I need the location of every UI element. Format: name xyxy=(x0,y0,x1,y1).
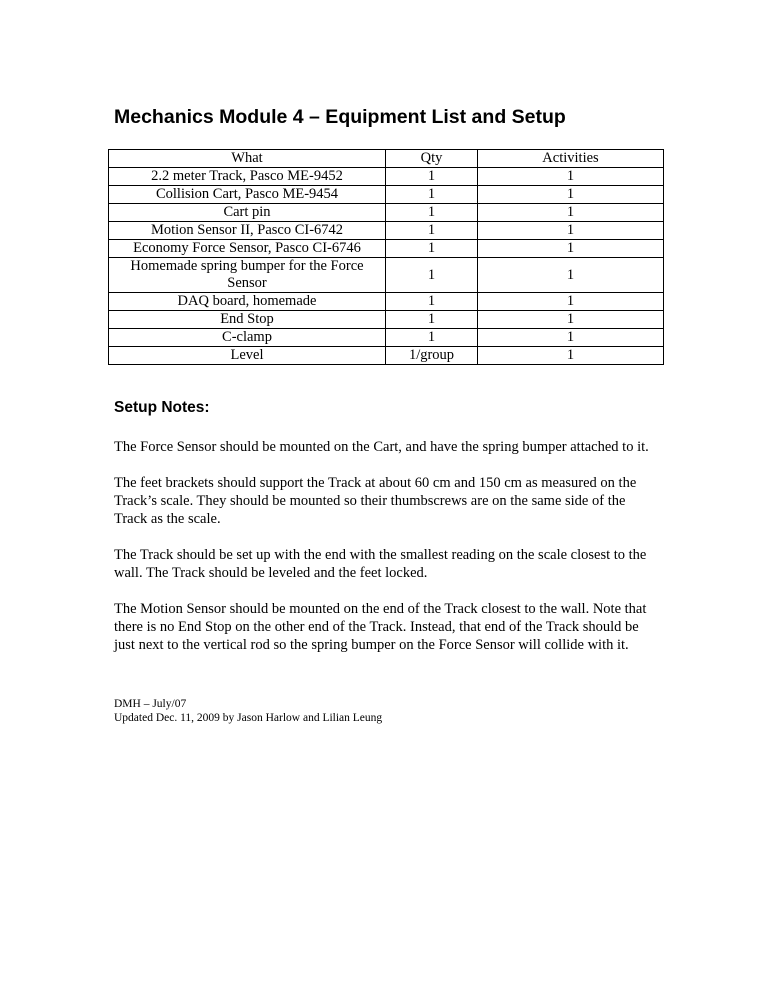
table-row xyxy=(109,311,664,329)
table-row xyxy=(109,222,664,240)
cell-qty: 1 xyxy=(386,204,478,222)
cell-what: Level xyxy=(109,347,386,365)
table-row xyxy=(109,347,664,365)
column-header-activities: Activities xyxy=(478,150,664,168)
cell-activities: 1 xyxy=(478,222,664,240)
table-row xyxy=(109,204,664,222)
table-row xyxy=(109,329,664,347)
cell-qty: 1 xyxy=(386,222,478,240)
cell-what: Homemade spring bumper for the Force Sensor xyxy=(109,258,386,293)
cell-what: DAQ board, homemade xyxy=(109,293,386,311)
cell-qty: 1 xyxy=(386,293,478,311)
table-header-row xyxy=(109,150,664,168)
cell-activities: 1 xyxy=(478,347,664,365)
cell-what: 2.2 meter Track, Pasco ME-9452 xyxy=(109,168,386,186)
cell-activities: 1 xyxy=(478,240,664,258)
table-row xyxy=(109,293,664,311)
cell-what: Cart pin xyxy=(109,204,386,222)
cell-qty: 1 xyxy=(386,329,478,347)
cell-what: C-clamp xyxy=(109,329,386,347)
cell-what: Collision Cart, Pasco ME-9454 xyxy=(109,186,386,204)
cell-activities: 1 xyxy=(478,204,664,222)
cell-qty: 1 xyxy=(386,311,478,329)
table-row xyxy=(109,258,664,293)
setup-note-paragraph: The Track should be set up with the end with the smallest reading on the scale closest to the wall. The Track should be leveled and the feet locked. xyxy=(114,547,647,581)
cell-activities: 1 xyxy=(478,293,664,311)
footer xyxy=(114,697,382,725)
author-date: DMH – July/07 xyxy=(114,698,187,710)
setup-notes xyxy=(114,438,659,672)
setup-note-paragraph: The feet brackets should support the Track at about 60 cm and 150 cm as measured on the Track’s scale. They should be mounted so their thumbscrews are on the same side of the Track as the scale. xyxy=(114,475,637,527)
cell-activities: 1 xyxy=(478,258,664,293)
cell-qty: 1/group xyxy=(386,347,478,365)
setup-notes-heading: Setup Notes: xyxy=(114,399,210,416)
setup-note-paragraph: The Motion Sensor should be mounted on the end of the Track closest to the wall. Note that there is no End Stop on the other end of the Track. Instead, that end of the Track should be just next to the vertical rod so the spring bumper on the Force Sensor will collide with it. xyxy=(114,601,647,653)
page-title: Mechanics Module 4 – Equipment List and Setup xyxy=(114,106,566,128)
cell-what: End Stop xyxy=(109,311,386,329)
column-header-qty: Qty xyxy=(386,150,478,168)
cell-qty: 1 xyxy=(386,258,478,293)
cell-activities: 1 xyxy=(478,329,664,347)
table-row xyxy=(109,186,664,204)
cell-qty: 1 xyxy=(386,186,478,204)
table-row xyxy=(109,168,664,186)
table-row xyxy=(109,240,664,258)
update-note: Updated Dec. 11, 2009 by Jason Harlow and Lilian Leung xyxy=(114,712,383,724)
cell-activities: 1 xyxy=(478,186,664,204)
cell-what: Motion Sensor II, Pasco CI-6742 xyxy=(109,222,386,240)
cell-activities: 1 xyxy=(478,168,664,186)
cell-what: Economy Force Sensor, Pasco CI-6746 xyxy=(109,240,386,258)
equipment-table xyxy=(108,149,664,365)
column-header-what: What xyxy=(109,150,386,168)
cell-qty: 1 xyxy=(386,168,478,186)
cell-qty: 1 xyxy=(386,240,478,258)
cell-activities: 1 xyxy=(478,311,664,329)
setup-note-paragraph: The Force Sensor should be mounted on the Cart, and have the spring bumper attached to it. xyxy=(114,439,649,455)
